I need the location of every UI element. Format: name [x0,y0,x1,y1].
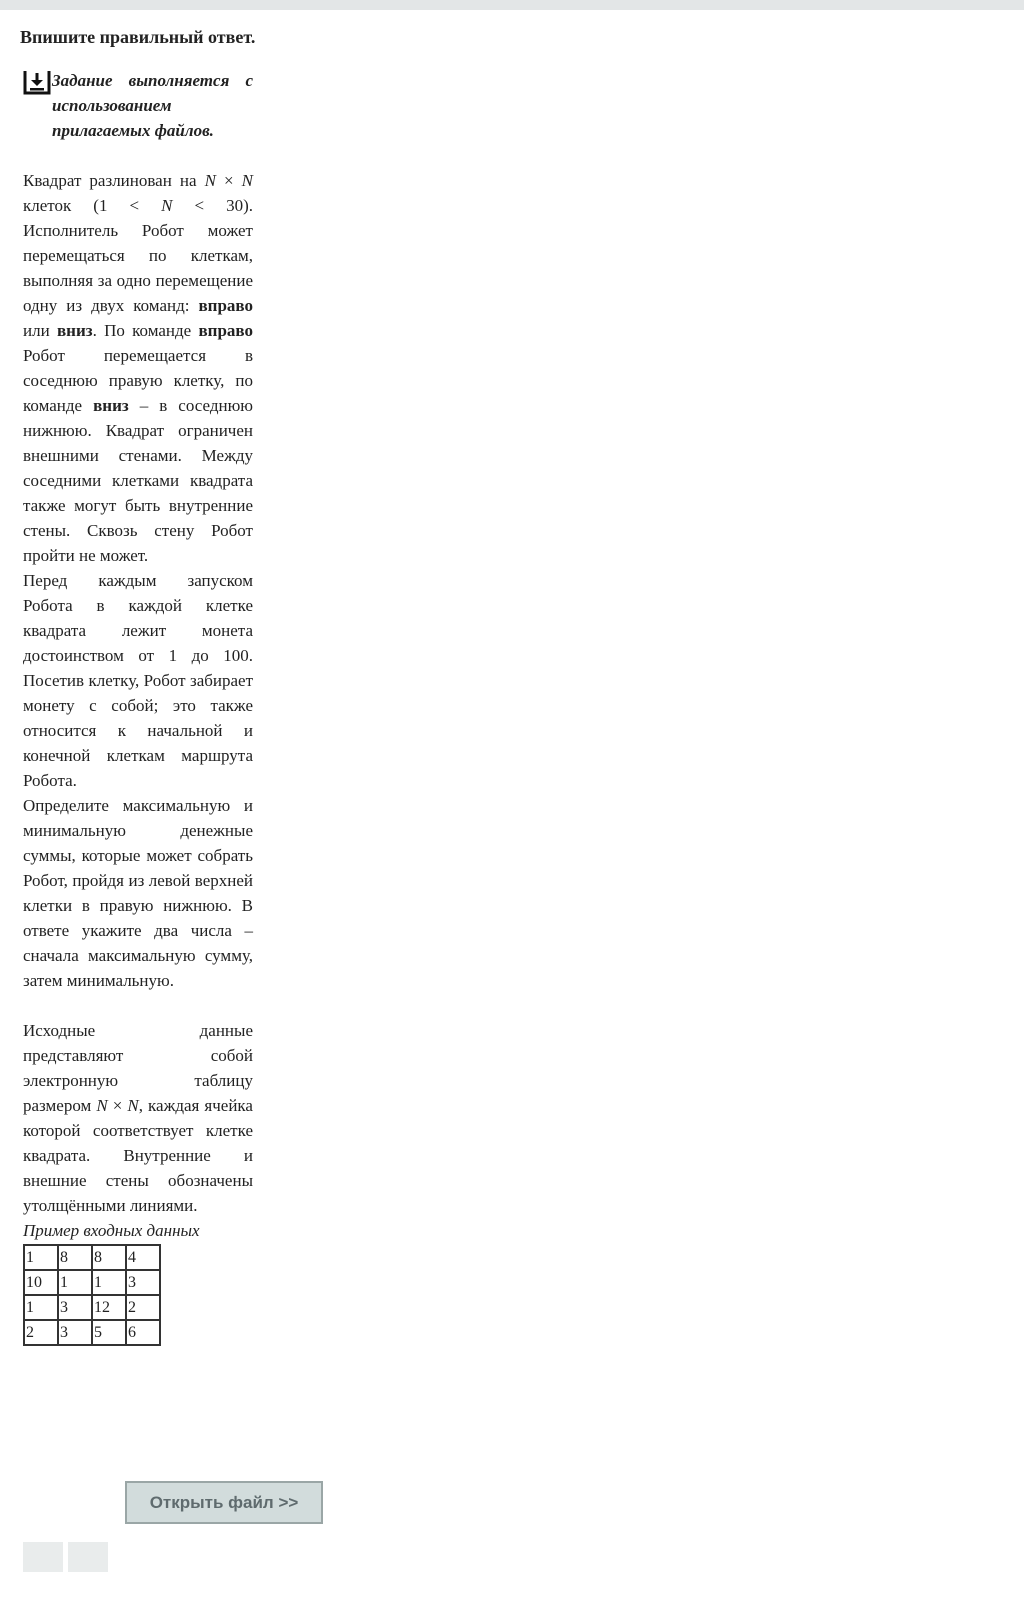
table-row [24,1245,160,1270]
table-row [24,1270,160,1295]
table-cell: 5 [92,1320,126,1345]
spacer [23,993,253,1018]
table-cell: 8 [58,1245,92,1270]
top-bar [0,0,1024,10]
table-cell: 8 [92,1245,126,1270]
table-cell: 1 [24,1295,58,1320]
file-note [23,68,253,168]
instruction-heading: Впишите правильный ответ. [20,27,256,47]
table-cell: 1 [58,1270,92,1295]
condition-paragraph-4: Исходные данные представляют собой электронную таблицу размером N × N, каждая ячейка которой соответствует клетке квадрата. Внутренние и внешние стены обозначены утолщёнными линиями. [23,1021,253,1215]
table-cell: 6 [126,1320,160,1345]
table-cell: 3 [126,1270,160,1295]
nav-button-2[interactable] [68,1542,108,1572]
table-cell: 10 [24,1270,58,1295]
table-cell: 2 [24,1320,58,1345]
download-file-icon[interactable] [23,69,51,95]
table-cell: 12 [92,1295,126,1320]
nav-button-1[interactable] [23,1542,63,1572]
command-down: вниз [56,321,93,340]
condition-paragraph-1: Квадрат разлинован на N × N клеток (1 < N < 30). Исполнитель Робот может перемещаться по клеткам, выполняя за одно перемещение одну из двух команд: вправо или вниз. По команде вправо Робот перемещается в соседнюю правую клетку, по команде вниз – в соседнюю нижнюю. Квадрат ограничен внешними стенами. Между соседними клетками квадрата также могут быть внутренние стены. Сквозь стену Робот пройти не может. [23,171,254,565]
condition-paragraph-3: Определите максимальную и минимальную денежные суммы, которые может собрать Робот, пройдя из левой верхней клетки в правую нижнюю. В ответе укажите два числа – сначала максимальную сумму, затем минимальную. [23,796,253,990]
table-cell: 2 [126,1295,160,1320]
command-right: вправо [198,296,253,315]
file-note-text: Задание выполняется с использованием прилагаемых файлов. [52,71,253,140]
table-cell: 4 [126,1245,160,1270]
table-row [24,1320,160,1345]
task-block [23,68,253,1346]
table-row [24,1295,160,1320]
table-cell: 1 [24,1245,58,1270]
open-file-button[interactable]: Открыть файл >> [125,1481,323,1524]
table-cell: 3 [58,1320,92,1345]
condition-paragraph-2: Перед каждым запуском Робота в каждой клетке квадрата лежит монета достоинством от 1 до 100. Посетив клетку, Робот забирает монету с собой; это также относится к начальной и конечной клеткам маршрута Робота. [23,571,253,790]
example-label: Пример входных данных [23,1221,200,1240]
example-table [23,1244,161,1346]
table-cell: 1 [92,1270,126,1295]
table-cell: 3 [58,1295,92,1320]
